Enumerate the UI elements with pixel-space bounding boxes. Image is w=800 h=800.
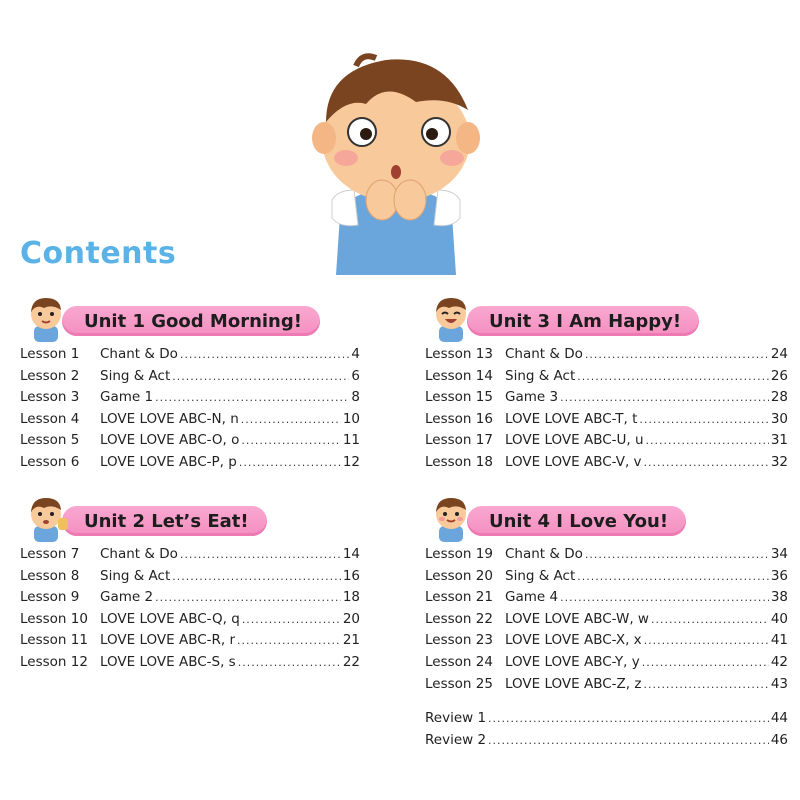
unit-title-banner: Unit 2 Let’s Eat! [62, 506, 267, 536]
lesson-number: Lesson 11 [20, 632, 88, 649]
leader-dots [560, 591, 769, 604]
leader-dots [585, 348, 769, 361]
lesson-name: Sing & Act [100, 567, 171, 584]
leader-dots [241, 413, 341, 426]
page-title: Contents [20, 236, 177, 271]
lesson-row[interactable] [20, 346, 360, 368]
lesson-name: Chant & Do [505, 546, 583, 562]
page-number: 6 [351, 367, 360, 384]
lesson-number: Lesson 21 [425, 589, 493, 606]
lesson-name: Game 4 [505, 589, 559, 606]
page-number: 31 [770, 432, 788, 449]
unit-section-4 [425, 500, 788, 697]
lesson-row[interactable] [425, 676, 788, 698]
lesson-row[interactable] [425, 389, 788, 411]
lesson-row[interactable] [425, 611, 788, 633]
lesson-number: Lesson 16 [425, 410, 493, 427]
lesson-number: Lesson 4 [20, 410, 80, 427]
lesson-name: Chant & Do [505, 346, 583, 362]
page-number: 26 [770, 367, 788, 384]
leader-dots [488, 712, 769, 725]
page-number: 8 [351, 389, 360, 406]
leader-dots [644, 456, 769, 469]
lesson-name: LOVE LOVE ABC-Z, z [505, 675, 642, 692]
leader-dots [241, 434, 340, 447]
page-number: 12 [342, 453, 360, 470]
page-number: 38 [770, 589, 788, 606]
leader-dots [172, 570, 341, 583]
page-number: 22 [342, 653, 360, 670]
lesson-name: LOVE LOVE ABC-U, u [505, 432, 644, 449]
lesson-row[interactable] [20, 368, 360, 390]
lesson-list [20, 346, 360, 476]
lesson-name: LOVE LOVE ABC-X, x [505, 632, 642, 649]
lesson-row[interactable] [425, 411, 788, 433]
leader-dots [644, 634, 769, 647]
lesson-row[interactable] [425, 546, 788, 568]
boy-avatar-icon [20, 292, 72, 344]
leader-dots [172, 370, 349, 383]
review-list [425, 710, 788, 753]
page-number: 46 [770, 731, 788, 748]
lesson-name: LOVE LOVE ABC-P, p [100, 453, 237, 470]
page-number: 14 [342, 546, 360, 562]
page-number: 34 [770, 546, 788, 562]
page-number: 21 [342, 632, 360, 649]
leader-dots [180, 348, 350, 361]
lesson-number: Lesson 12 [20, 653, 88, 670]
lesson-number: Lesson 22 [425, 610, 493, 627]
lesson-name: Game 3 [505, 389, 559, 406]
lesson-number: Lesson 15 [425, 389, 493, 406]
lesson-row[interactable] [20, 611, 360, 633]
lesson-name: LOVE LOVE ABC-S, s [100, 653, 236, 670]
leader-dots [643, 678, 768, 691]
page-number: 16 [342, 567, 360, 584]
lesson-name: LOVE LOVE ABC-R, r [100, 632, 236, 649]
page-number: 28 [770, 389, 788, 406]
page-number: 42 [770, 653, 788, 670]
lesson-number: Lesson 23 [425, 632, 493, 649]
lesson-row[interactable] [425, 589, 788, 611]
lesson-name: LOVE LOVE ABC-N, n [100, 410, 239, 427]
page-number: 4 [351, 346, 360, 362]
unit-header [425, 500, 788, 540]
unit-section-3 [425, 300, 788, 476]
lesson-row[interactable] [20, 411, 360, 433]
unit-title-banner: Unit 1 Good Morning! [62, 306, 320, 336]
page-number: 11 [342, 432, 360, 449]
lesson-row[interactable] [425, 368, 788, 390]
leader-dots [237, 634, 341, 647]
lesson-name: Game 1 [100, 389, 154, 406]
page-number: 18 [342, 589, 360, 606]
boy-eating-avatar-icon [20, 492, 72, 544]
lesson-name: Sing & Act [505, 567, 576, 584]
leader-dots [242, 613, 341, 626]
lesson-name: Chant & Do [100, 346, 178, 362]
leader-dots [642, 656, 769, 669]
lesson-number: Lesson 2 [20, 367, 80, 384]
review-row[interactable] [425, 710, 788, 732]
lesson-row[interactable] [425, 432, 788, 454]
unit-section-1 [20, 300, 360, 476]
page-number: 30 [770, 410, 788, 427]
lesson-number: Lesson 3 [20, 389, 80, 406]
leader-dots [488, 734, 769, 747]
lesson-row[interactable] [20, 568, 360, 590]
boy-illustration [296, 40, 496, 275]
happy-boy-avatar-icon [425, 292, 477, 344]
lesson-row[interactable] [20, 389, 360, 411]
page-number: 24 [770, 346, 788, 362]
page-number: 44 [770, 710, 788, 726]
lesson-row[interactable] [425, 654, 788, 676]
boy-heart-avatar-icon [425, 492, 477, 544]
lesson-row[interactable] [425, 346, 788, 368]
leader-dots [585, 548, 769, 561]
lesson-row[interactable] [425, 454, 788, 476]
lesson-number: Lesson 24 [425, 653, 493, 670]
leader-dots [239, 456, 341, 469]
lesson-row[interactable] [425, 632, 788, 654]
lesson-name: Sing & Act [100, 367, 171, 384]
lesson-row[interactable] [20, 432, 360, 454]
review-name: Review 1 [425, 710, 487, 726]
lesson-number: Lesson 25 [425, 675, 493, 692]
lesson-row[interactable] [20, 632, 360, 654]
lesson-name: LOVE LOVE ABC-O, o [100, 432, 240, 449]
unit-header [425, 300, 788, 340]
lesson-number: Lesson 1 [20, 346, 80, 362]
unit-header [20, 500, 360, 540]
leader-dots [155, 591, 341, 604]
page-number: 20 [342, 610, 360, 627]
lesson-number: Lesson 10 [20, 610, 88, 627]
page-number: 10 [342, 410, 360, 427]
leader-dots [651, 613, 769, 626]
lesson-number: Lesson 6 [20, 453, 80, 470]
lesson-name: LOVE LOVE ABC-Y, y [505, 653, 640, 670]
lesson-name: Sing & Act [505, 367, 576, 384]
unit-title-banner: Unit 4 I Love You! [467, 506, 686, 536]
lesson-list [20, 546, 360, 676]
lesson-number: Lesson 14 [425, 367, 493, 384]
lesson-row[interactable] [20, 654, 360, 676]
lesson-number: Lesson 7 [20, 546, 80, 562]
page-number: 43 [770, 675, 788, 692]
review-name: Review 2 [425, 731, 487, 748]
page-number: 32 [770, 453, 788, 470]
leader-dots [577, 570, 769, 583]
lesson-name: LOVE LOVE ABC-Q, q [100, 610, 240, 627]
leader-dots [560, 391, 769, 404]
leader-dots [180, 548, 341, 561]
leader-dots [155, 391, 349, 404]
lesson-list [425, 546, 788, 697]
unit-header [20, 300, 360, 340]
unit-section-2 [20, 500, 360, 676]
lesson-name: Chant & Do [100, 546, 178, 562]
lesson-name: LOVE LOVE ABC-V, v [505, 453, 642, 470]
lesson-number: Lesson 20 [425, 567, 493, 584]
unit-title-banner: Unit 3 I Am Happy! [467, 306, 699, 336]
lesson-number: Lesson 9 [20, 589, 80, 606]
lesson-number: Lesson 18 [425, 453, 493, 470]
lesson-row[interactable] [425, 568, 788, 590]
lesson-number: Lesson 5 [20, 432, 80, 449]
lesson-list [425, 346, 788, 476]
page-number: 36 [770, 567, 788, 584]
lesson-number: Lesson 17 [425, 432, 493, 449]
lesson-row[interactable] [20, 454, 360, 476]
page-number: 41 [770, 632, 788, 649]
page-number: 40 [770, 610, 788, 627]
lesson-number: Lesson 19 [425, 546, 493, 562]
review-row[interactable] [425, 732, 788, 754]
leader-dots [646, 434, 769, 447]
lesson-row[interactable] [20, 546, 360, 568]
leader-dots [639, 413, 768, 426]
leader-dots [577, 370, 769, 383]
lesson-name: LOVE LOVE ABC-W, w [505, 610, 649, 627]
leader-dots [238, 656, 341, 669]
lesson-name: LOVE LOVE ABC-T, t [505, 410, 638, 427]
lesson-number: Lesson 8 [20, 567, 80, 584]
lesson-number: Lesson 13 [425, 346, 493, 362]
lesson-name: Game 2 [100, 589, 154, 606]
lesson-row[interactable] [20, 589, 360, 611]
